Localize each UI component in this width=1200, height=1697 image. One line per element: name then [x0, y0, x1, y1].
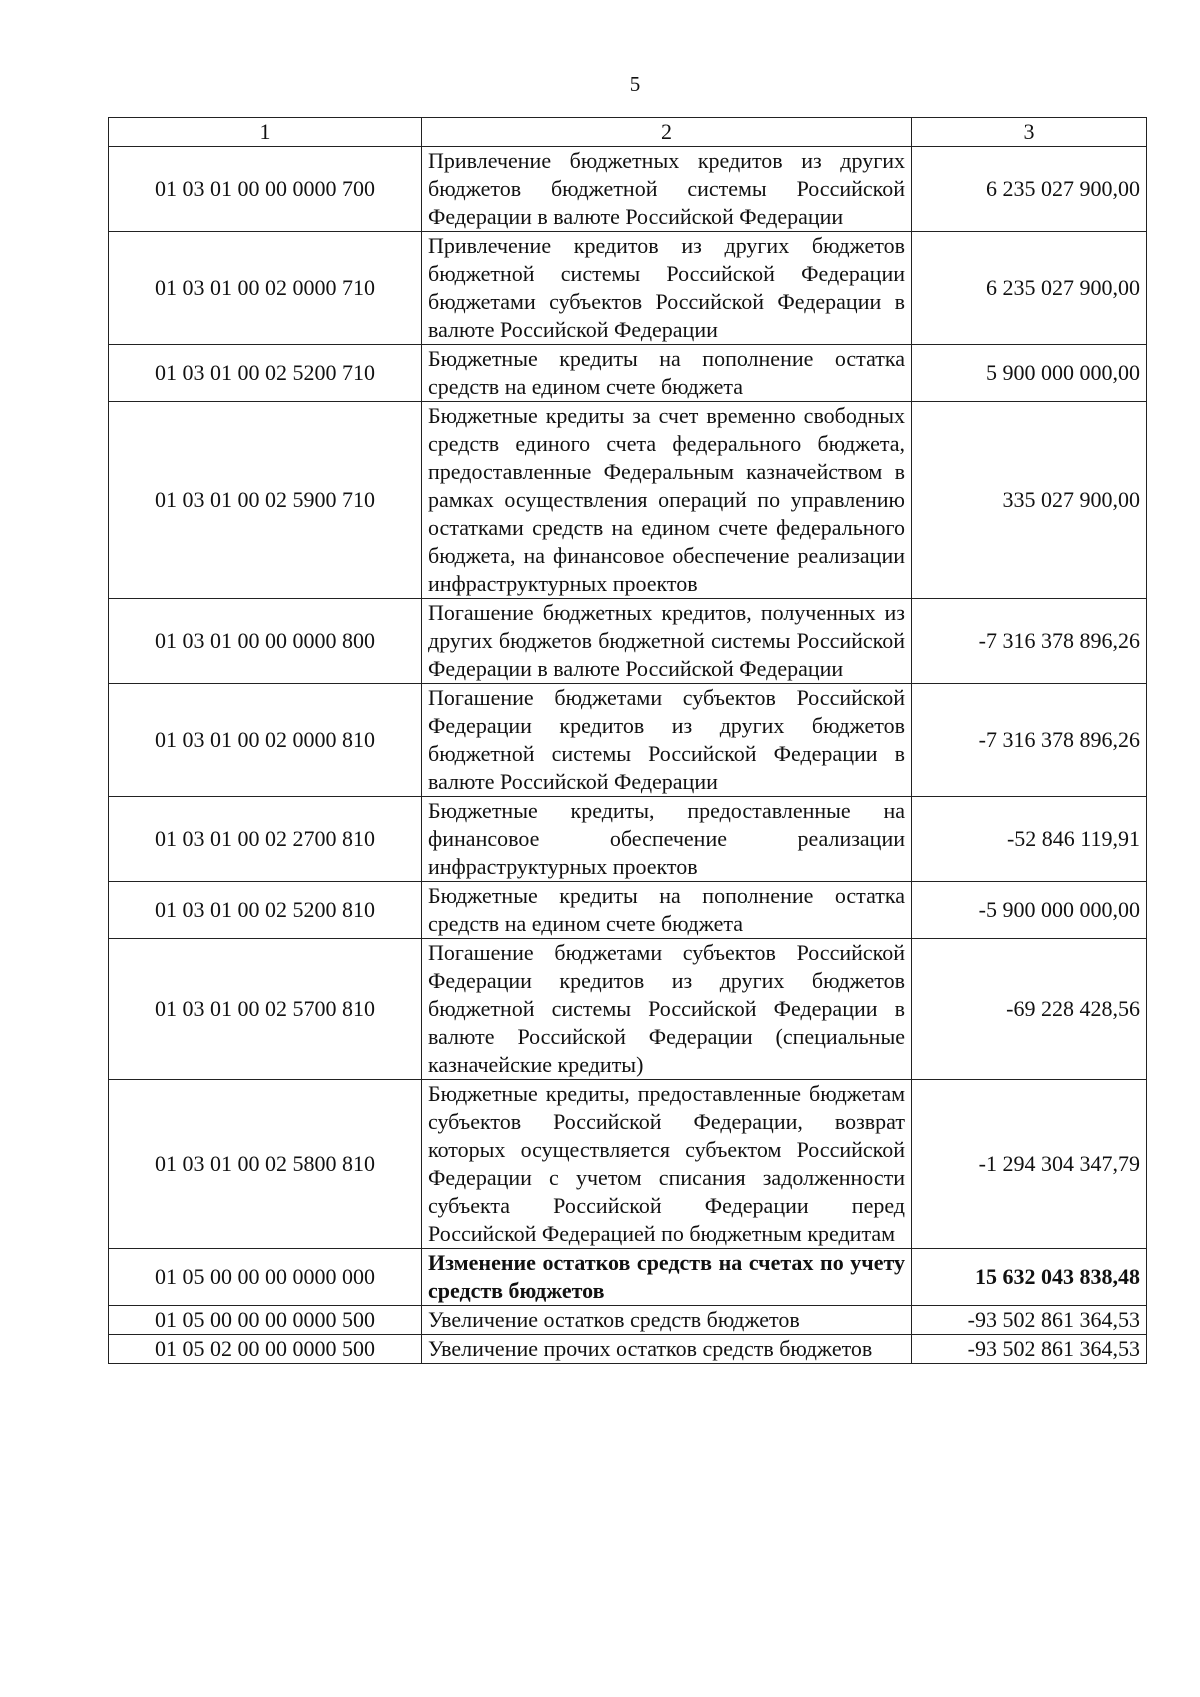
- table-row: [109, 599, 1147, 684]
- row-name: Привлечение кредитов из других бюджетов бюджетной системы Российской Федерации бюджетами субъектов Российской Федерации в валюте Российской Федерации: [422, 232, 912, 345]
- row-amount: -7 316 378 896,26: [912, 599, 1147, 684]
- row-amount: -5 900 000 000,00: [912, 882, 1147, 939]
- table-row: [109, 232, 1147, 345]
- table-row: [109, 1080, 1147, 1249]
- budget-sources-table: [108, 117, 1147, 1364]
- row-code: 01 03 01 00 02 5800 810: [109, 1080, 422, 1249]
- row-amount: 15 632 043 838,48: [912, 1249, 1147, 1306]
- table-row: [109, 939, 1147, 1080]
- table-row: [109, 882, 1147, 939]
- row-name: Увеличение прочих остатков средств бюджетов: [422, 1335, 912, 1364]
- row-amount: 6 235 027 900,00: [912, 232, 1147, 345]
- row-amount: 6 235 027 900,00: [912, 147, 1147, 232]
- row-code: 01 03 01 00 02 5900 710: [109, 402, 422, 599]
- row-amount: -7 316 378 896,26: [912, 684, 1147, 797]
- column-header-code: 1: [109, 118, 422, 147]
- table-header-row: [109, 118, 1147, 147]
- table-row-total: [109, 1249, 1147, 1306]
- row-code: 01 03 01 00 02 5200 810: [109, 882, 422, 939]
- row-amount: -52 846 119,91: [912, 797, 1147, 882]
- column-header-name: 2: [422, 118, 912, 147]
- row-name: Бюджетные кредиты, предоставленные на финансовое обеспечение реализации инфраструктурных проектов: [422, 797, 912, 882]
- row-name: Бюджетные кредиты, предоставленные бюджетам субъектов Российской Федерации, возврат которых осуществляется субъектом Российской Федерации с учетом списания задолженности субъекта Российской Федерации перед Российской Федерацией по бюджетным кредитам: [422, 1080, 912, 1249]
- row-code: 01 03 01 00 02 5200 710: [109, 345, 422, 402]
- row-code: 01 05 02 00 00 0000 500: [109, 1335, 422, 1364]
- row-name: Погашение бюджетами субъектов Российской Федерации кредитов из других бюджетов бюджетной системы Российской Федерации в валюте Российской Федерации: [422, 684, 912, 797]
- page-number: 5: [629, 72, 641, 96]
- row-amount: -93 502 861 364,53: [912, 1306, 1147, 1335]
- row-code: 01 05 00 00 00 0000 000: [109, 1249, 422, 1306]
- table-row: [109, 345, 1147, 402]
- table-row: [109, 402, 1147, 599]
- table-row: [109, 147, 1147, 232]
- row-code: 01 03 01 00 02 0000 810: [109, 684, 422, 797]
- row-amount: -69 228 428,56: [912, 939, 1147, 1080]
- table-row: [109, 1335, 1147, 1364]
- row-name: Бюджетные кредиты на пополнение остатка средств на едином счете бюджета: [422, 345, 912, 402]
- row-amount: -1 294 304 347,79: [912, 1080, 1147, 1249]
- row-code: 01 05 00 00 00 0000 500: [109, 1306, 422, 1335]
- row-amount: 5 900 000 000,00: [912, 345, 1147, 402]
- row-name: Бюджетные кредиты за счет временно свободных средств единого счета федерального бюджета, предоставленные Федеральным казначейством в рамках осуществления операций по управлению остатками средств на едином счете федерального бюджета, на финансовое обеспечение реализации инфраструктурных проектов: [422, 402, 912, 599]
- row-amount: 335 027 900,00: [912, 402, 1147, 599]
- row-code: 01 03 01 00 02 2700 810: [109, 797, 422, 882]
- row-name: Погашение бюджетных кредитов, полученных из других бюджетов бюджетной системы Российской Федерации в валюте Российской Федерации: [422, 599, 912, 684]
- row-name: Изменение остатков средств на счетах по учету средств бюджетов: [422, 1249, 912, 1306]
- row-code: 01 03 01 00 00 0000 700: [109, 147, 422, 232]
- table-row: [109, 1306, 1147, 1335]
- table-row: [109, 684, 1147, 797]
- row-code: 01 03 01 00 02 0000 710: [109, 232, 422, 345]
- row-code: 01 03 01 00 00 0000 800: [109, 599, 422, 684]
- row-name: Привлечение бюджетных кредитов из других бюджетов бюджетной системы Российской Федерации в валюте Российской Федерации: [422, 147, 912, 232]
- row-code: 01 03 01 00 02 5700 810: [109, 939, 422, 1080]
- row-name: Погашение бюджетами субъектов Российской Федерации кредитов из других бюджетов бюджетной системы Российской Федерации в валюте Российской Федерации (специальные казначейские кредиты): [422, 939, 912, 1080]
- row-amount: -93 502 861 364,53: [912, 1335, 1147, 1364]
- row-name: Увеличение остатков средств бюджетов: [422, 1306, 912, 1335]
- row-name: Бюджетные кредиты на пополнение остатка средств на едином счете бюджета: [422, 882, 912, 939]
- column-header-amount: 3: [912, 118, 1147, 147]
- table-row: [109, 797, 1147, 882]
